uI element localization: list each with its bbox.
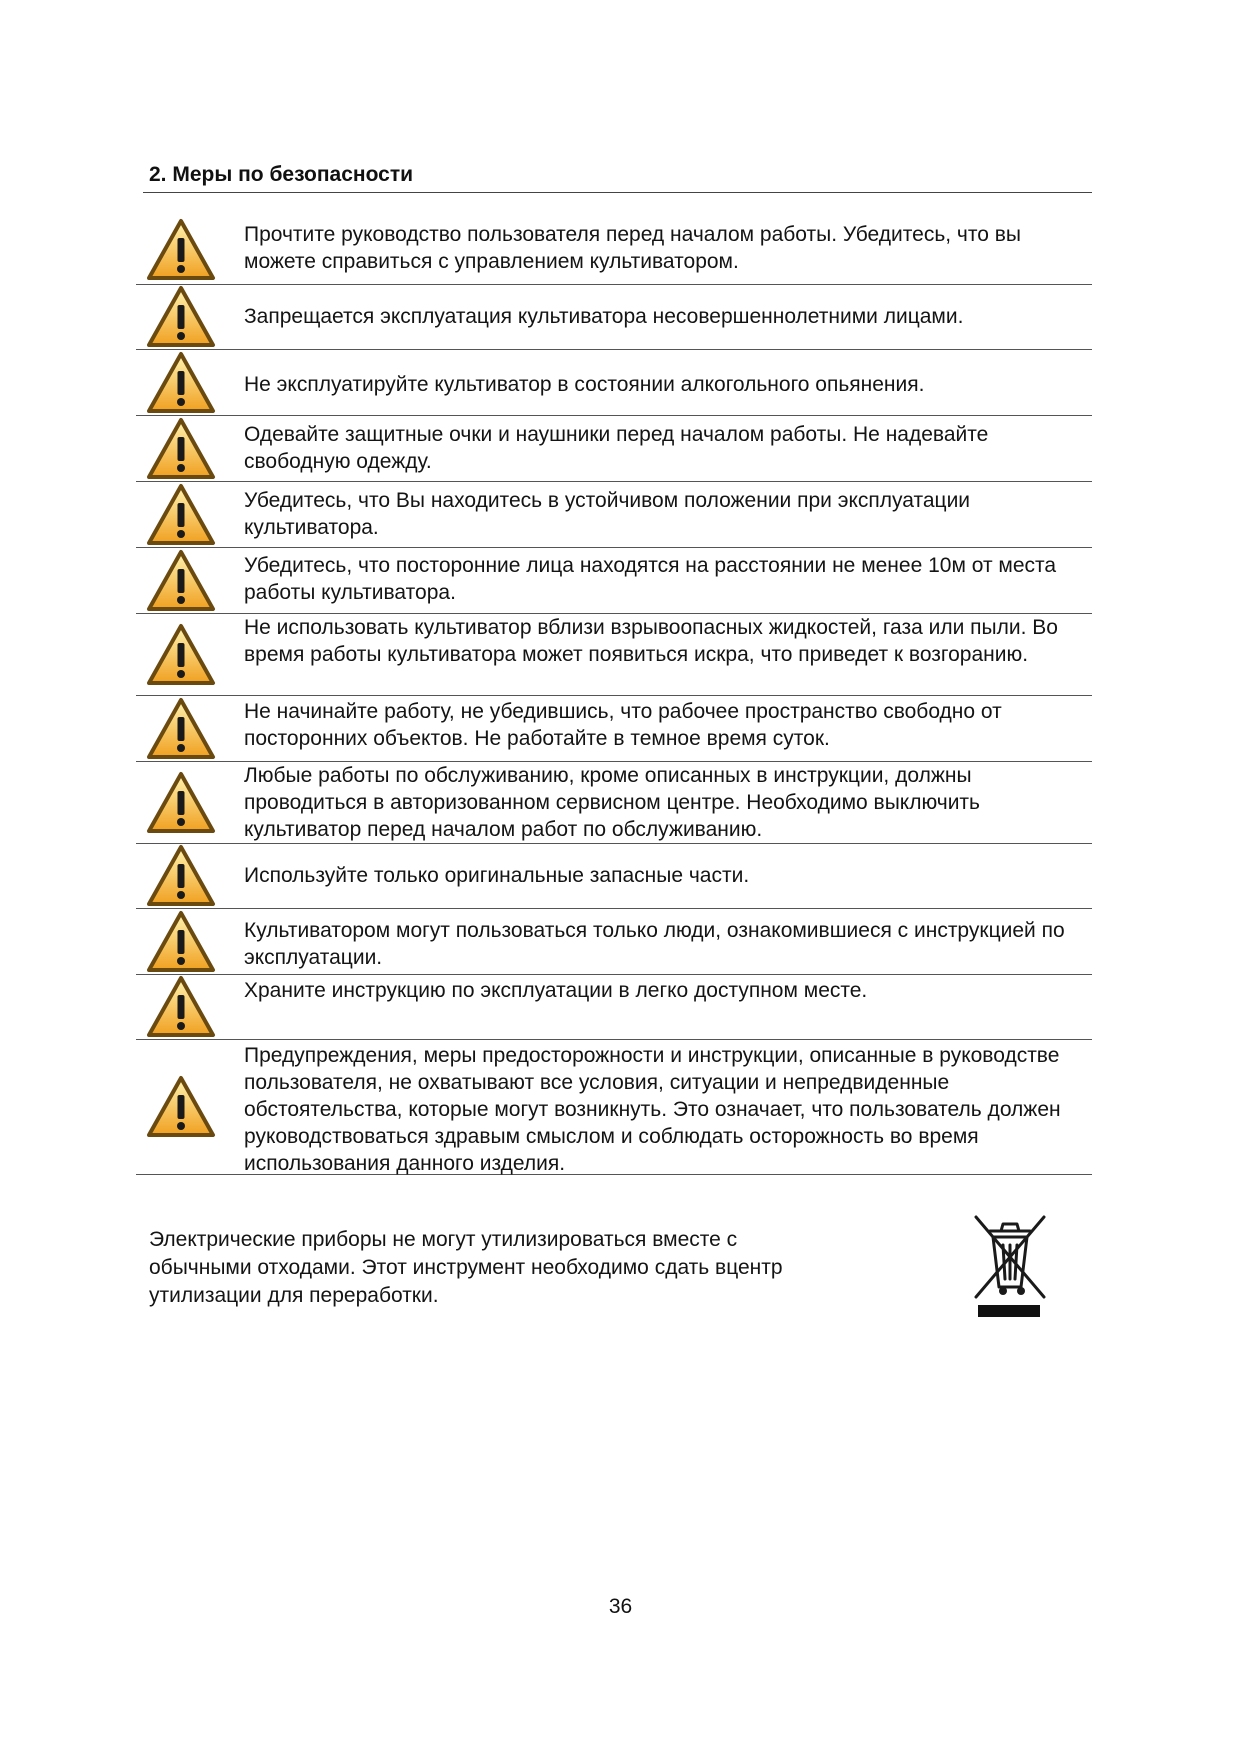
warning-text: Культиватором могут пользоваться только люди, ознакомившиеся с инструкцией по эксплуатации.: [244, 919, 1065, 969]
warning-triangle-icon: [146, 351, 216, 415]
warning-triangle-icon: [146, 975, 216, 1039]
warning-row: [136, 416, 1092, 482]
section-title: 2. Меры по безопасности: [149, 163, 414, 186]
disposal-note: Электрические приборы не могут утилизироваться вместе с обычными отходами. Этот инструмент необходимо сдать вцентр утилизации для переработки.: [149, 1228, 783, 1307]
warning-text: Храните инструкцию по эксплуатации в легко доступном месте.: [244, 979, 868, 1002]
warning-text: Используйте только оригинальные запасные части.: [244, 864, 750, 887]
warning-triangle-icon: [146, 1075, 216, 1139]
warning-triangle-icon: [146, 417, 216, 481]
title-divider: [143, 192, 1092, 193]
warning-row: [136, 1040, 1092, 1175]
warning-triangle-icon: [146, 483, 216, 547]
warning-text: Предупреждения, меры предосторожности и инструкции, описанные в руководстве пользователя, не охватывают все условия, ситуации и непредвиденные обстоятельства, которые могут возникнуть. Это означает, что пользователь должен руководствоваться здравым смыслом и соблюдать осторожность во время использования данного изделия.: [244, 1044, 1061, 1175]
warning-triangle-icon: [146, 697, 216, 761]
warnings-list: [136, 215, 1092, 1175]
warning-triangle-icon: [146, 844, 216, 908]
warning-text: Не эксплуатируйте культиватор в состоянии алкогольного опьянения.: [244, 373, 925, 396]
warning-row: [136, 285, 1092, 350]
warning-text: Одевайте защитные очки и наушники перед началом работы. Не надевайте свободную одежду.: [244, 423, 989, 473]
warning-row: [136, 696, 1092, 762]
warning-text: Прочтите руководство пользователя перед началом работы. Убедитесь, что вы можете справиться с управлением культиватором.: [244, 223, 1022, 273]
warning-triangle-icon: [146, 623, 216, 687]
warning-row: [136, 215, 1092, 285]
warning-text: Запрещается эксплуатация культиватора несовершеннолетними лицами.: [244, 305, 964, 328]
warning-text: Не начинайте работу, не убедившись, что рабочее пространство свободно от посторонних объектов. Не работайте в темное время суток.: [244, 700, 1002, 750]
warning-row: [136, 762, 1092, 844]
warning-triangle-icon: [146, 910, 216, 974]
warning-row: [136, 548, 1092, 614]
warning-text: Убедитесь, что посторонние лица находятся на расстоянии не менее 10м от места работы культиватора.: [244, 554, 1057, 604]
warning-text: Не использовать культиватор вблизи взрывоопасных жидкостей, газа или пыли. Во время работы культиватора может появиться искра, что приведет к возгоранию.: [244, 616, 1058, 666]
warning-text: Убедитесь, что Вы находитесь в устойчивом положении при эксплуатации культиватора.: [244, 489, 971, 539]
warning-row: [136, 844, 1092, 909]
warning-text: Любые работы по обслуживанию, кроме описанных в инструкции, должны проводиться в авторизованном сервисном центре. Необходимо выключить культиватор перед началом работ по обслуживанию.: [244, 764, 980, 841]
warning-triangle-icon: [146, 549, 216, 613]
warning-row: [136, 909, 1092, 975]
warning-row: [136, 482, 1092, 548]
warning-triangle-icon: [146, 285, 216, 349]
warning-triangle-icon: [146, 771, 216, 835]
warning-row: [136, 975, 1092, 1040]
warning-triangle-icon: [146, 218, 216, 282]
page-number: 36: [608, 1595, 633, 1618]
warning-row: [136, 350, 1092, 416]
crossed-bin-icon: [968, 1209, 1050, 1319]
warning-row: [136, 614, 1092, 696]
